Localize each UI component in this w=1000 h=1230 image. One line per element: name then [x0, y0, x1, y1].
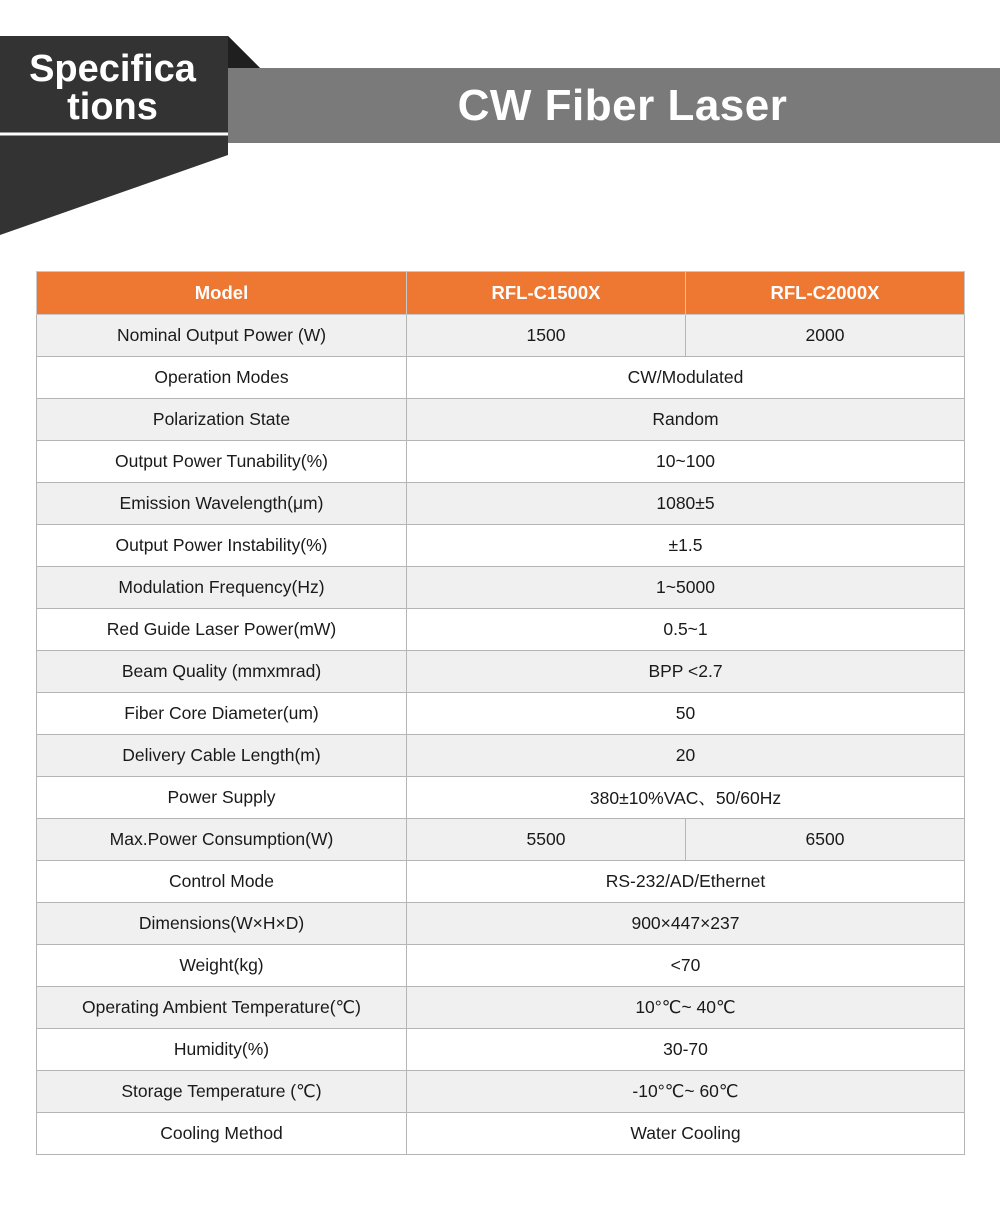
row-value: 10°℃~ 40℃ — [407, 987, 965, 1029]
header-row — [37, 272, 965, 315]
row-value: 5500 — [407, 819, 686, 861]
table-row — [37, 777, 965, 819]
table-row — [37, 315, 965, 357]
row-value: <70 — [407, 945, 965, 987]
row-value: RS-232/AD/Ethernet — [407, 861, 965, 903]
row-label: Operation Modes — [37, 357, 407, 399]
row-label: Beam Quality (mmxmrad) — [37, 651, 407, 693]
row-label: Delivery Cable Length(m) — [37, 735, 407, 777]
row-value: Random — [407, 399, 965, 441]
row-value: Water Cooling — [407, 1113, 965, 1155]
row-label: Dimensions(W×H×D) — [37, 903, 407, 945]
row-value: CW/Modulated — [407, 357, 965, 399]
header-cell-model: Model — [37, 272, 407, 315]
row-value: -10°℃~ 60℃ — [407, 1071, 965, 1113]
table-row — [37, 693, 965, 735]
row-label: Modulation Frequency(Hz) — [37, 567, 407, 609]
tag-line-2: tions — [67, 86, 158, 128]
row-label: Output Power Tunability(%) — [37, 441, 407, 483]
table-row — [37, 441, 965, 483]
row-label: Polarization State — [37, 399, 407, 441]
row-label: Nominal Output Power (W) — [37, 315, 407, 357]
row-label: Humidity(%) — [37, 1029, 407, 1071]
spec-table-body — [37, 315, 965, 1155]
row-label: Fiber Core Diameter(um) — [37, 693, 407, 735]
row-label: Cooling Method — [37, 1113, 407, 1155]
row-label: Weight(kg) — [37, 945, 407, 987]
row-value: 2000 — [686, 315, 965, 357]
row-label: Power Supply — [37, 777, 407, 819]
row-value: 380±10%VAC、50/60Hz — [407, 777, 965, 819]
row-label: Operating Ambient Temperature(℃) — [37, 987, 407, 1029]
page-title: CW Fiber Laser — [457, 80, 788, 130]
table-row — [37, 357, 965, 399]
table-row — [37, 861, 965, 903]
row-value: 1500 — [407, 315, 686, 357]
table-row — [37, 609, 965, 651]
table-row — [37, 651, 965, 693]
row-value: 30-70 — [407, 1029, 965, 1071]
row-value: ±1.5 — [407, 525, 965, 567]
table-row — [37, 819, 965, 861]
row-value: 10~100 — [407, 441, 965, 483]
row-value: 6500 — [686, 819, 965, 861]
row-label: Output Power Instability(%) — [37, 525, 407, 567]
row-value: 0.5~1 — [407, 609, 965, 651]
table-row — [37, 945, 965, 987]
row-value: 1~5000 — [407, 567, 965, 609]
table-row — [37, 1029, 965, 1071]
row-label: Emission Wavelength(μm) — [37, 483, 407, 525]
tag-line-1: Specifica — [29, 48, 196, 90]
table-row — [37, 567, 965, 609]
table-row — [37, 525, 965, 567]
header-cell-model-1: RFL-C1500X — [407, 272, 686, 315]
row-label: Red Guide Laser Power(mW) — [37, 609, 407, 651]
table-row — [37, 1113, 965, 1155]
table-row — [37, 399, 965, 441]
specifications-label — [10, 50, 215, 126]
row-label: Control Mode — [37, 861, 407, 903]
row-value: 20 — [407, 735, 965, 777]
table-row — [37, 1071, 965, 1113]
table-row — [37, 735, 965, 777]
spec-table — [36, 271, 965, 1155]
row-value: BPP <2.7 — [407, 651, 965, 693]
row-value: 900×447×237 — [407, 903, 965, 945]
row-label: Storage Temperature (℃) — [37, 1071, 407, 1113]
row-value: 50 — [407, 693, 965, 735]
header-cell-model-2: RFL-C2000X — [686, 272, 965, 315]
table-row — [37, 903, 965, 945]
table-row — [37, 987, 965, 1029]
table-row — [37, 483, 965, 525]
spec-table-header — [37, 272, 965, 315]
row-label: Max.Power Consumption(W) — [37, 819, 407, 861]
row-value: 1080±5 — [407, 483, 965, 525]
